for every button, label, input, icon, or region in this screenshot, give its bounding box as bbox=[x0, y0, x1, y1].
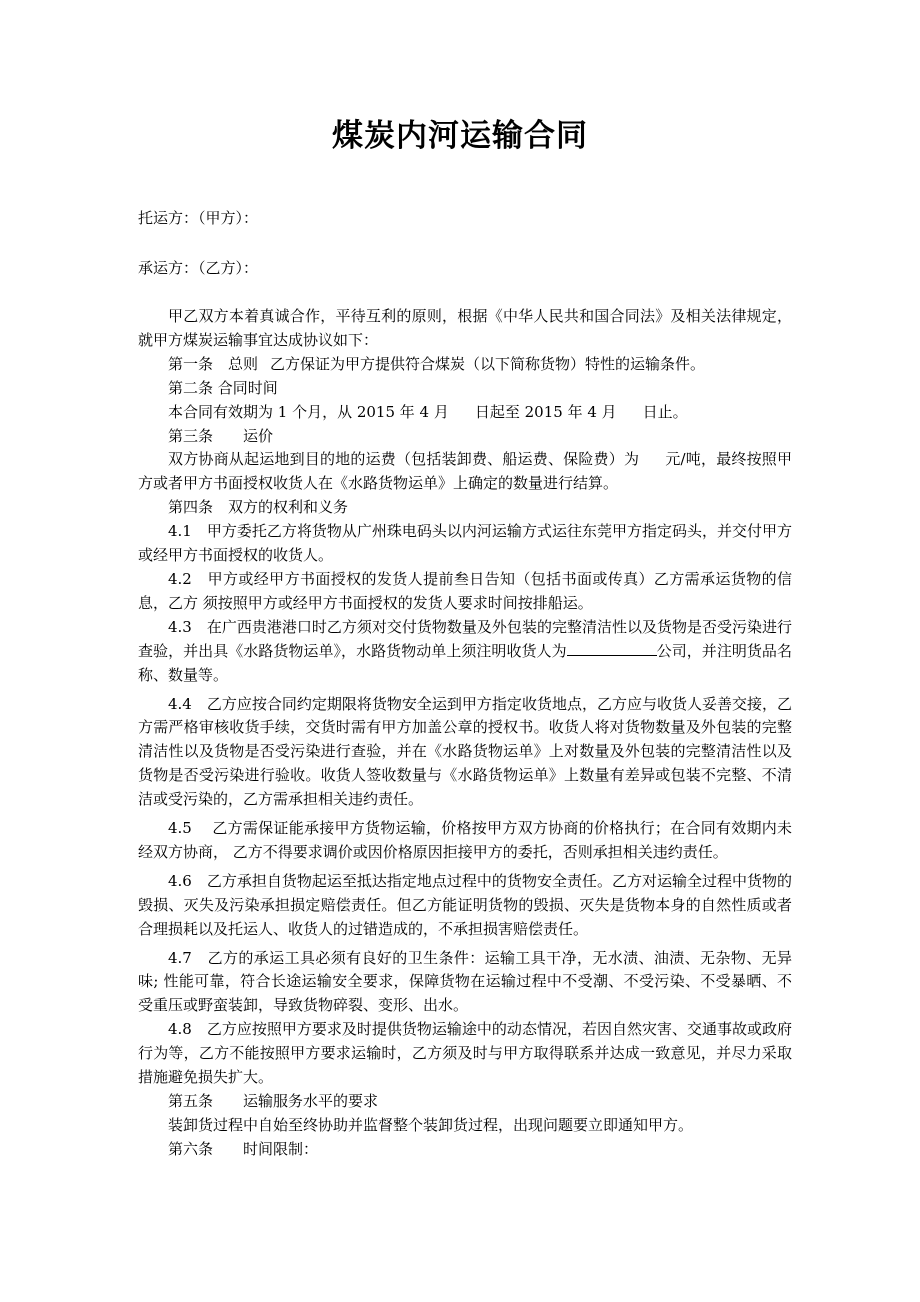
document-title: 煤炭内河运输合同 bbox=[332, 118, 588, 154]
article-3-text bbox=[138, 448, 792, 496]
party-b-line: 承运方：（乙方）： bbox=[138, 259, 259, 277]
party-a-line: 托运方：（甲方）： bbox=[138, 209, 259, 227]
clause-4-3 bbox=[138, 616, 792, 688]
article-3-text-part-b: 元/吨，最终按照甲方或者甲方书面授权收货人在《水路货物运单》上确定的数量进行结算。 bbox=[138, 450, 792, 493]
clause-4-1: 4.1 甲方委托乙方将货物从广州珠电码头以内河运输方式运往东莞甲方指定码头，并交付甲方或经甲方书面授权的收货人。 bbox=[138, 522, 792, 565]
article-5-heading: 第五条 运输服务水平的要求 bbox=[168, 1092, 379, 1110]
clause-4-4: 4.4 乙方应按合同约定期限将货物安全运到甲方指定收货地点，乙方应与收货人妥善交接，乙方需严格审核收货手续，交货时需有甲方加盖公章的授权书。收货人将对货物数量及外包装的完整清洁性以及货物是否受污染进行查验，并在《水路货物运单》上对数量及外包装的完整清洁性以及货物是否受污染进行验收。收货人签收数量与《水路货物运单》上数量有差异或包装不完整、不清洁或受污染的，乙方需承担相关违约责任。 bbox=[138, 694, 792, 809]
article-1 bbox=[138, 353, 792, 377]
article-5-text: 装卸货过程中自始至终协助并监督整个装卸货过程，出现问题要立即通知甲方。 bbox=[168, 1115, 694, 1134]
article-2-text bbox=[138, 401, 792, 425]
blank-line bbox=[567, 641, 657, 656]
article-4-heading: 第四条 双方的权利和义务 bbox=[168, 498, 349, 517]
article-2-text-part-c: 日止。 bbox=[642, 402, 688, 421]
intro-paragraph: 甲乙双方本着真诚合作，平待互利的原则，根据《中华人民共和国合同法》及相关法律规定，就甲方煤炭运输事宜达成协议如下： bbox=[138, 307, 792, 349]
article-2-text-part-b: 日起至 2015 年 4 月 bbox=[474, 402, 617, 421]
clause-4-3-part-b: 公司，并注明货品名称、数量等。 bbox=[138, 641, 792, 684]
clause-4-5: 4.5 乙方需保证能承接甲方货物运输，价格按甲方双方协商的价格执行；在合同有效期内未经双方协商， 乙方不得要求调价或因价格原因拒接甲方的委托，否则承担相关违约责任。 bbox=[138, 819, 792, 861]
clause-4-7: 4.7 乙方的承运工具必须有良好的卫生条件：运输工具干净，无水渍、油渍、无杂物、无异味; 性能可靠，符合长途运输安全要求，保障货物在运输过程中不受潮、不受污染、不受暴晒、不受重压或野蛮装卸，导致货物碎裂、变形、出水。 bbox=[138, 948, 792, 1015]
article-2-text-part-a: 本合同有效期为 1 个月，从 2015 年 4 月 bbox=[168, 402, 449, 421]
clause-4-6: 4.6 乙方承担自货物起运至抵达指定地点过程中的货物安全责任。乙方对运输全过程中货物的毁损、灭失及污染承担损定赔偿责任。但乙方能证明货物的毁损、灭失是货物本身的自然性质或者合理损耗以及托运人、收货人的过错造成的，不承担损害赔偿责任。 bbox=[138, 871, 792, 938]
article-1-text: 乙方保证为甲方提供符合煤炭（以下简称货物）特性的运输条件。 bbox=[270, 354, 706, 373]
article-3-text-part-a: 双方协商从起运地到目的地的运费（包括装卸费、船运费、保险费）为 bbox=[168, 450, 640, 469]
article-6-heading: 第六条 时间限制： bbox=[168, 1139, 319, 1158]
clause-4-3-part-a: 4.3 在广西贵港港口时乙方须对交付货物数量及外包装的完整清洁性以及货物是否受污染进行查验，并出具《水路货物运单》，水路货物动单上须注明收货人为 bbox=[138, 617, 792, 660]
clause-4-8: 4.8 乙方应按照甲方要求及时提供货物运输途中的动态情况，若因自然灾害、交通事故或政府行为等，乙方不能按照甲方要求运输时，乙方须及时与甲方取得联系并达成一致意见，并尽力采取措施避免损失扩大。 bbox=[138, 1020, 792, 1087]
article-1-heading: 第一条 总则 bbox=[168, 354, 259, 373]
article-3-heading: 第三条 运价 bbox=[168, 426, 274, 445]
contract-body bbox=[138, 305, 792, 1162]
clause-4-2: 4.2 甲方或经甲方书面授权的发货人提前叁日告知（包括书面或传真）乙方需承运货物的信息，乙方 须按照甲方或经甲方书面授权的发货人要求时间按排船运。 bbox=[138, 569, 792, 612]
article-2-heading: 第二条 合同时间 bbox=[168, 378, 278, 397]
